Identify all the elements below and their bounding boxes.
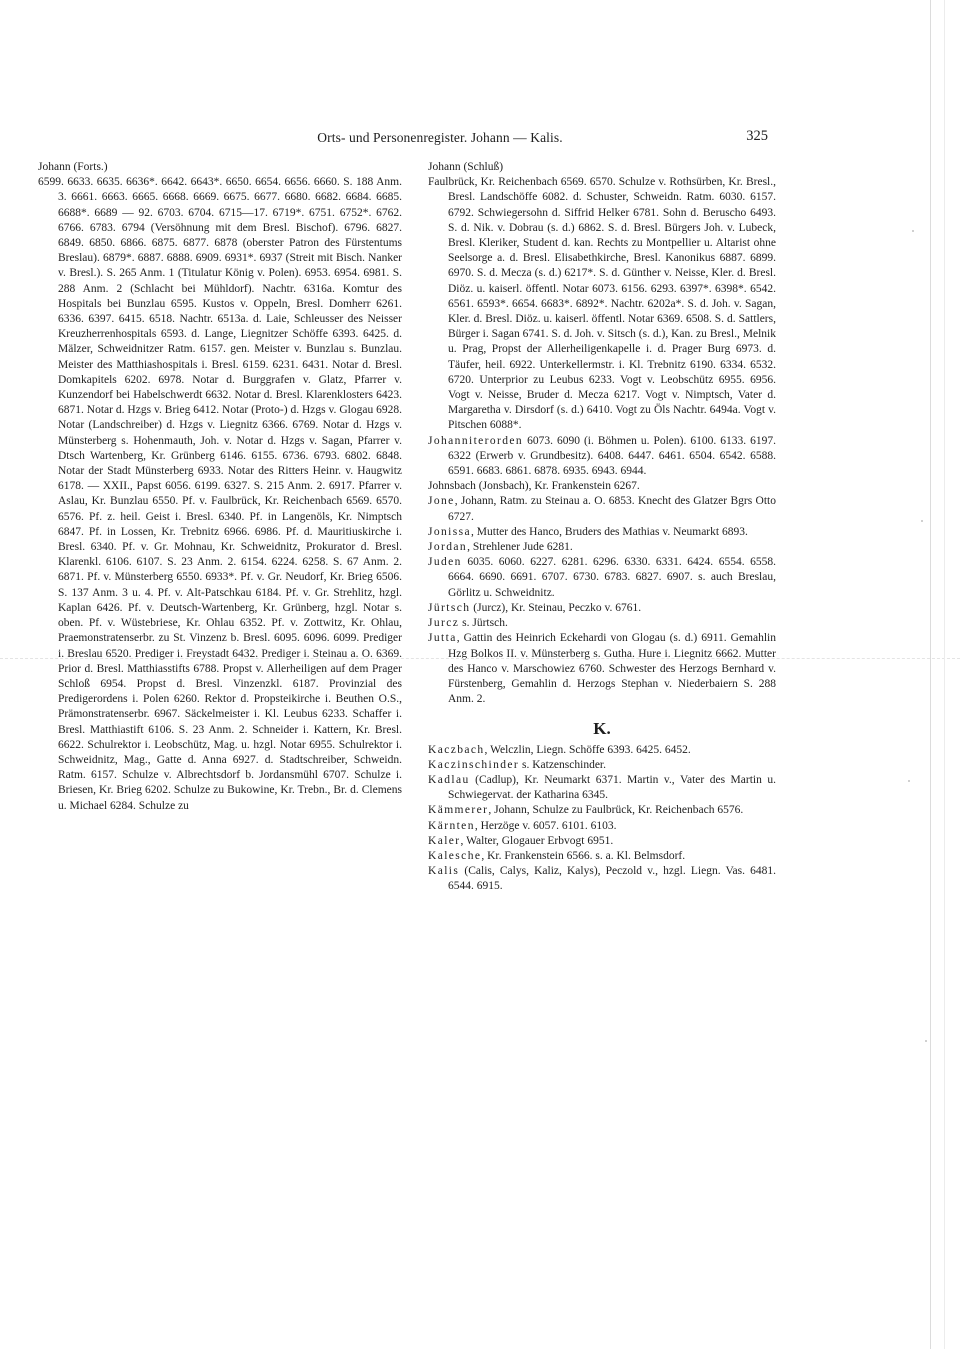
entry-text: Faulbrück, Kr. Reichenbach 6569. 6570. Schulze v. Rothsürben, Kr. Bresl., Bresl. Landschöffe 6082. d. Schuster, Schweidn. Ratm. 6030. 6157. 6792. Schwiegersohn d. Siffrid Helker 6781. Sohn d. Beruscho 6493. S. d. Nik. v. Dobrau (s. d.) 6862. S. d. Bresl. Bürgers Joh. v. Lubeck, Bresl. Kleriker, Student d. kan. Rechts zu Montpellier u. Altarist ohne Seelsorge a. d. Bresl. Elisabethkirche, Bresl. Kanonikus 6887. 6899. 6970. S. d. Mecza (s. d.) 6217*. S. d. Günther v. Neisse, Kler. d. Bresl. Diöz. u. kaiserl. öffentl. Notar 6073. 6156. 6293. 6397*. 6398*. 6542. 6561. 6593*. 6654. 6683*. 6892*. Nachtr. 6202a*. S. d. Joh. v. Sagan, Kler. d. Bresl. Diöz. u. kaiserl. öffentl. Notar 6369. 6508. S. d. Sattlers, Bürger i. Sagan 6741. S. d. Joh. v. Sitsch (s. d.), Kan. zu Bresl., Melnik u. Prag, Propst der Allerheiligenkapelle i. d. Prager Burg 6973. d. Täufer, heil. 6922. Unterkellermstr. i. Kl. Trebnitz 6190. 6334. 6532. 6720. Unterprior zu Leubus 6233. Vogt v. Leobschütz 6955. 6956. Vogt v. Neisse, Bruder d. Mecza 6217. Vogt v. Nimptsch, Vater d. Margaretha v. Dirsdorf (s. d.) 6410. Vogt zu Öls Nachtr. 6494a. Vogt v. Pitschen 6088*.	[428, 176, 776, 432]
entry-text: Johnsbach (Jonsbach), Kr. Frankenstein 6267.	[428, 480, 640, 493]
page-number: 325	[746, 128, 768, 144]
entry-text: , Johann, Ratm. zu Steinau a. O. 6853. Knecht des Glatzer Bgrs Otto 6727.	[448, 495, 776, 523]
entry-text: 6073. 6090 (i. Böhmen u. Polen). 6100. 6133. 6197. 6322 (Erwerb v. Grundbesitz). 6408. 6447. 6461. 6504. 6542. 6588. 6591. 6683. 6861. 6878. 6935. 6943. 6944.	[448, 434, 776, 478]
entry-text: , Walter, Glogauer Erbvogt 6951.	[460, 834, 614, 847]
entry-text: (Calis, Calys, Kaliz, Kalys), Peczold v., hzgl. Liegn. Vas. 6481. 6544. 6915.	[448, 865, 776, 893]
entry-keyword: Kämmerer	[428, 804, 489, 817]
page-header	[0, 130, 960, 154]
index-entry	[428, 494, 776, 524]
entry-keyword: Jordan	[428, 541, 468, 554]
entry-keyword: Kalis	[428, 865, 460, 878]
index-entry	[428, 834, 776, 849]
index-entry	[428, 631, 776, 707]
entry-keyword: Kalesche	[428, 849, 482, 862]
entry-keyword: Kaczinschinder	[428, 758, 520, 771]
entry-text: , Welczlin, Liegn. Schöffe 6393. 6425. 6452.	[484, 743, 691, 756]
entry-text: (Cadlup), Kr. Neumarkt 6371. Martin v., Vater des Martin u. Schwiegervat. der Katharina 6345.	[448, 773, 776, 802]
index-entry	[38, 175, 402, 814]
index-entry	[428, 479, 776, 494]
index-entry	[428, 555, 776, 601]
index-entry	[428, 525, 776, 540]
index-entry	[428, 864, 776, 894]
entry-keyword: Jürtsch	[428, 601, 471, 614]
entry-text: , Kr. Frankenstein 6566. s. a. Kl. Belmsdorf.	[481, 849, 686, 862]
index-entry	[428, 849, 776, 864]
entry-text: , Johann, Schulze zu Faulbrück, Kr. Reichenbach 6576.	[488, 804, 744, 817]
index-entry	[428, 773, 776, 803]
entry-text: Johann (Schluß)	[428, 161, 504, 173]
index-entry	[428, 175, 776, 433]
right-column	[428, 160, 776, 895]
scan-speck	[921, 520, 923, 522]
index-entry	[428, 743, 776, 758]
entry-text: s. Katzenschinder.	[519, 758, 606, 771]
entry-text: Johann (Forts.)	[38, 161, 108, 173]
entry-text: , Strehlener Jude 6281.	[467, 541, 573, 554]
entry-keyword: Kaczbach	[428, 743, 485, 756]
entry-text: , Herzöge v. 6057. 6101. 6103.	[474, 819, 617, 832]
scan-speck	[925, 1040, 927, 1042]
entry-text: , Gattin des Heinrich Eckehardi von Glogau (s. d.) 6911. Gemahlin Hzg Bolkos II. v. Münsterberg s. Gutha. Hure i. Liegnitz 6662. Mutter des Hanco v. Marschowiez 6760. Schwester des Herzogs Bernhard v. Fürstenberg, Gemahlin d. Herzogs Stephan v. Niederbaiern S. 288 Anm. 2.	[448, 632, 776, 706]
entry-text: , Mutter des Hanco, Bruders des Mathias v. Neumarkt 6893.	[471, 525, 748, 538]
entry-keyword: Jutta	[428, 632, 457, 645]
index-entry	[428, 803, 776, 818]
scan-edge-line	[944, 0, 945, 1349]
entry-keyword: Juden	[428, 556, 462, 569]
entry-keyword: Jurcz	[428, 617, 460, 630]
entry-keyword: Kadlau	[428, 773, 470, 786]
entry-text: (Jurcz), Kr. Steinau, Peczko v. 6761.	[470, 601, 642, 614]
scan-speck	[912, 230, 914, 232]
running-title: Orts- und Personenregister. Johann — Kalis.	[317, 130, 563, 145]
index-entry	[428, 160, 776, 175]
section-heading-k: K.	[593, 719, 611, 739]
index-entry	[428, 434, 776, 480]
left-column	[38, 160, 402, 814]
index-entry	[428, 819, 776, 834]
index-entry	[428, 758, 776, 773]
entry-keyword: Kärnten	[428, 819, 475, 832]
scan-edge-line	[930, 0, 931, 1349]
scan-speck	[908, 780, 910, 782]
entry-keyword: Jonissa	[428, 525, 472, 538]
index-entry	[428, 616, 776, 631]
index-entry	[428, 601, 776, 616]
right-column-j-entries	[428, 160, 776, 707]
entry-text: s. Jürtsch.	[459, 617, 508, 630]
right-column-k-entries	[428, 743, 776, 895]
entry-keyword: Jone	[428, 495, 455, 508]
scan-fold-line	[0, 658, 960, 659]
entry-text: 6035. 6060. 6227. 6281. 6296. 6330. 6331. 6424. 6554. 6558. 6664. 6690. 6691. 6707. 6730. 6783. 6827. 6907. s. auch Breslau, Görlitz u. Schweidnitz.	[448, 556, 776, 599]
index-entry	[38, 160, 402, 175]
entry-keyword: Johanniterorden	[428, 434, 524, 447]
entry-keyword: Kaler	[428, 834, 461, 847]
entry-text: 6599. 6633. 6635. 6636*. 6642. 6643*. 6650. 6654. 6656. 6660. S. 188 Anm. 3. 6661. 6663. 6665. 6668. 6669. 6675. 6677. 6680. 6682. 6684. 6685. 6688*. 6689 — 92. 6703. 6704. 6715—17. 6719*. 6751. 6752*. 6762. 6766. 6783. 6794 (Versöhnung mit dem Bresl. Bischof). 6796. 6827. 6849. 6850. 6866. 6875. 6877. 6878 (oberster Patron des Fürstentums Breslau). 6879*. 6887. 6888. 6909. 6931*. 6937 (Streit mit Bisch. Nanker v. Bresl.). S. 265 Anm. 1 (Titulatur König v. Polen). 6953. 6954. 6981. S. 288 Anm. 2 (Schlacht bei Mühldorf). Nachtr. 6316a. Komtur des Hospitals bei Bunzlau 6595. Kustos v. Oppeln, Bresl. Domherr 6261. 6336. 6397. 6415. 6518. Nachtr. 6513a. d. Laie, Schleusser des Neisser Kreuzherrenhospitals 6593. d. Lange, Liegnitzer Schöffe 6393. 6425. d. Mälzer, Schweidnitzer Ratm. 6157. gen. Meister v. Bunzlau s. Bunzlau. Meister des Matthiashospitals i. Bresl. 6159. 6231. 6431. Notar d. Bresl. Domkapitels 6202. 6978. Notar d. Burggrafen v. Glatz, Pfarrer v. Kunzendorf bei Habelschwerdt 6632. Notar d. Bresl. Klarenklosters 6423. 6871. Notar d. Hzgs v. Brieg 6412. Notar (Proto-) d. Hzgs v. Glogau 6928. Notar (Landschreiber) d. Hzgs v. Liegnitz 6366. 6769. Notar d. Hzgs v. Münsterberg s. Hohenmauth, Joh. v. Notar d. Hzgs v. Sagan, Pfarrer v. Dtsch Wartenberg, Kr. Grünberg 6146. 6155. 6736. 6793. 6802. 6848. Notar der Stadt Münsterberg 6933. Notar des Ritters Heinr. v. Haugwitz 6178. — XXII., Papst 6056. 6199. 6327. S. 215 Anm. 2. 6917. Pfarrer v. Aslau, Kr. Bunzlau 6550. Pf. v. Faulbrück, Kr. Reichenbach 6569. 6570. 6576. Pf. z. heil. Geist i. Bresl. 6340. Pf. in Langenöls, Kr. Nimptsch 6847. Pf. in Lossen, Kr. Trebnitz 6966. 6986. Pf. d. Mauritiuskirche i. Bresl. 6340. Pf. v. Gr. Mohnau, Kr. Schweidnitz, Prokurator d. Bresl. Klarenkl. 6106. 6107. S. 23 Anm. 2. 6154. 6224. 6258. S. 67 Anm. 2. 6871. Pf. v. Münsterberg 6550. 6933*. Pf. v. Gr. Neudorf, Kr. Brieg 6506. S. 137 Anm. 3 u. 4. Pf. v. Alt-Patschkau 6184. Pf. v. Gr. Strehlitz, hzgl. Kaplan 6426. Pf. v. Deutsch-Wartenberg, Kr. Grünberg, hzgl. Notar s. oben. Pf. v. Wüstebriese, Kr. Ohlau 6352. Pf. v. Zottwitz, Kr. Ohlau, Praemonstratenserbr. zu St. Vinzenz b. Bresl. 6095. 6096. 6099. Prediger i. Breslau 6520. Prediger i. Freystadt 6432. Prediger i. Steinau a. O. 6369. Prior d. Bresl. Matthiasstifts 6788. Propst v. Allerheiligen auf dem Prager Schloß 6954. Propst d. Bresl. Vinzenzkl. 6187. Provinzial des Predigerordens i. Polen 6260. Rektor d. Propsteikirche i. Beuthen O.S., Prämonstratenserbr. 6967. Säckelmeister i. Kl. Leubus 6233. Schaffer i. Bresl. Matthiastift 6106. S. 23 Anm. 2. Schneider i. Kattern, Kr. Bresl. 6622. Schulrektor i. Leobschütz, Mag. u. hzgl. Notar 6955. Schulrektor i. Schweidnitz, Mag., Gatte d. Anna 6927. d. Stadtschreiber, Schweidn. Ratm. 6157. Schulze v. Albrechtsdorf b. Jordansmühl 6707. Schulze i. Briesen, Kr. Brieg 6202. Schulze zu Bukowine, Kr. Trebn., Br. d. Clemens u. Michael 6284. Schulze zu	[38, 176, 402, 812]
index-entry	[428, 540, 776, 555]
